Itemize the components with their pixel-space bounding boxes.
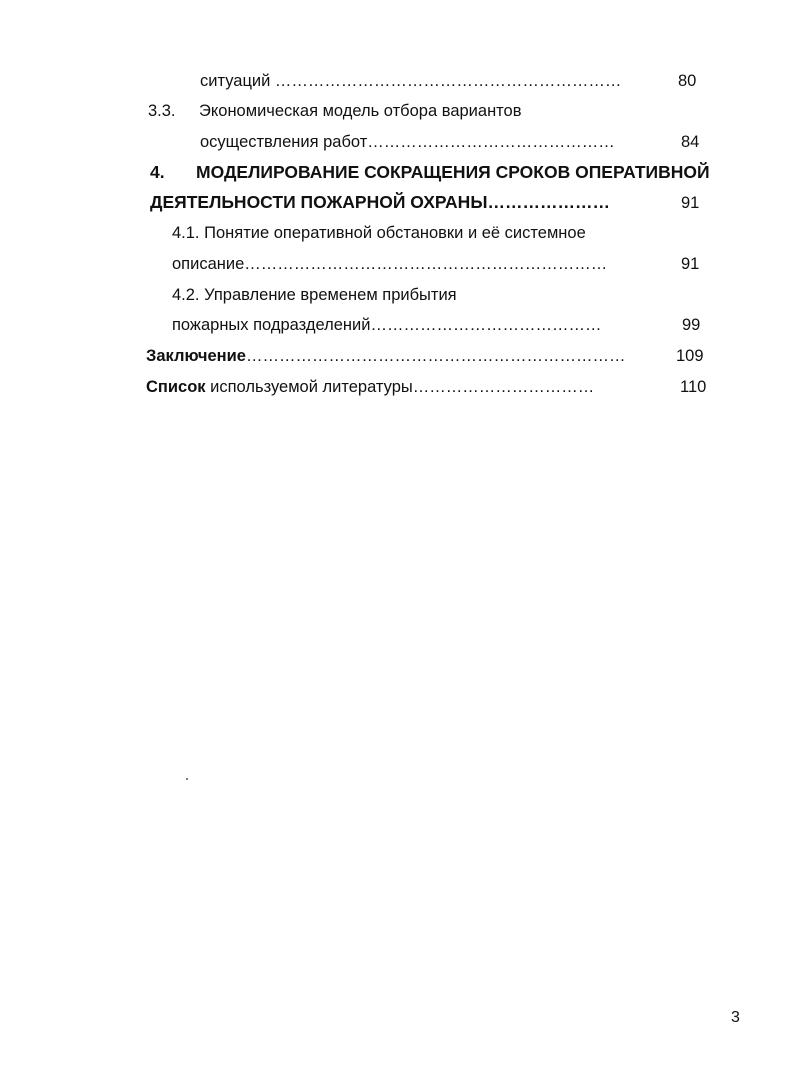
- toc-entry-text: ситуаций ………………………………………………………: [200, 72, 622, 90]
- toc-entry-page: 109: [676, 347, 704, 365]
- toc-entry-page: 84: [681, 133, 700, 151]
- toc-entry-bold-label: Список: [146, 378, 206, 396]
- toc-entry-page: 110: [680, 378, 707, 396]
- page-number: 3: [731, 1009, 740, 1026]
- toc-entry-text: осуществления работ………………………………………: [200, 133, 615, 151]
- toc-entry-page: 91: [681, 255, 700, 273]
- toc-entry-references: [146, 377, 594, 397]
- chapter-title-continued: ДЕЯТЕЛЬНОСТИ ПОЖАРНОЙ ОХРАНЫ…………………: [150, 192, 610, 212]
- chapter-title: МОДЕЛИРОВАНИЕ СОКРАЩЕНИЯ СРОКОВ ОПЕРАТИВНОЙ: [196, 162, 710, 182]
- toc-entry-conclusion: [146, 346, 625, 366]
- toc-entry-page: 80: [678, 72, 697, 90]
- toc-entry-number: 3.3.: [148, 102, 176, 120]
- toc-entry-page: 91: [681, 194, 700, 212]
- toc-entry-text: описание…………………………………………………………: [172, 255, 608, 273]
- scan-speck: [186, 778, 188, 780]
- toc-entry-page: 99: [682, 316, 701, 334]
- toc-entry-text: Экономическая модель отбора вариантов: [199, 102, 522, 120]
- toc-entry-bold-label: Заключение: [146, 347, 246, 365]
- toc-entry-leader: ……………………………………………………………: [245, 347, 626, 365]
- toc-entry-leader: используемой литературы……………………………: [205, 378, 595, 396]
- chapter-number: 4.: [150, 162, 165, 182]
- toc-entry-text: 4.1. Понятие оперативной обстановки и её системное: [172, 224, 586, 242]
- toc-entry-text: 4.2. Управление временем прибытия: [172, 286, 457, 304]
- toc-entry-text: пожарных подразделений……………………………………: [172, 316, 602, 334]
